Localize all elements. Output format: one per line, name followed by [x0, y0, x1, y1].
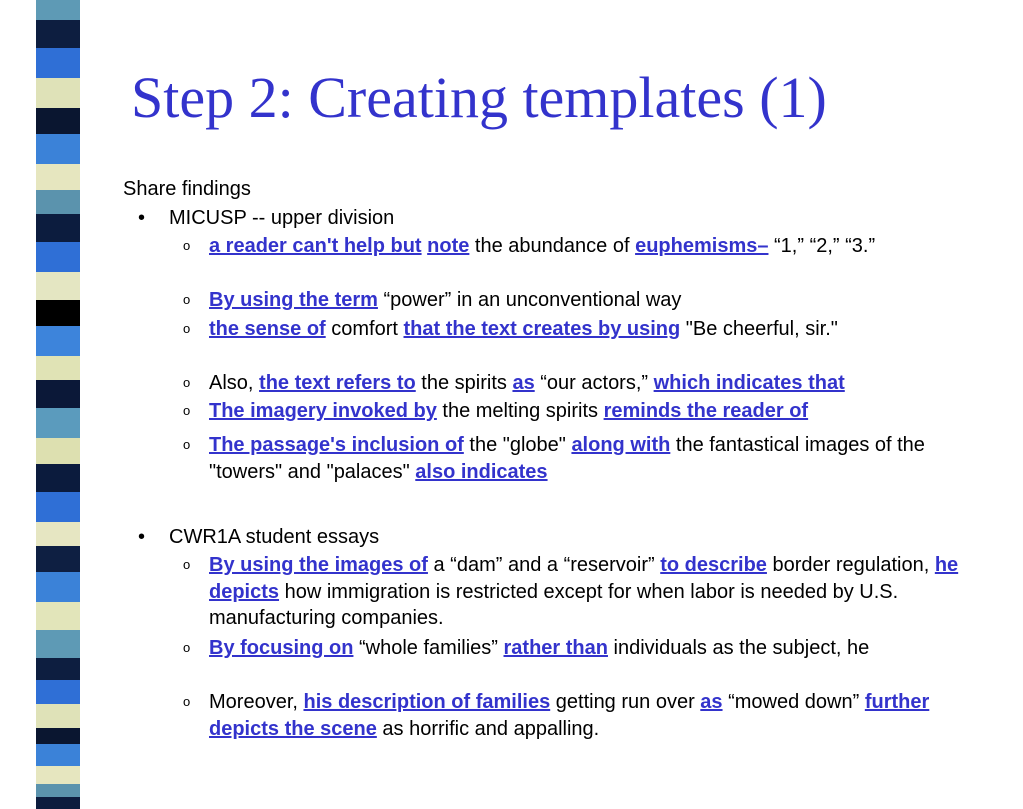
sub-bullet-text: Moreover, his description of families getting run over as “mowed down” further depicts the scene as horrific and appalling.	[209, 691, 930, 740]
stripe-segment	[36, 300, 80, 326]
stripe-segment	[36, 572, 80, 602]
stripe-segment	[36, 492, 80, 522]
stripe-segment	[36, 214, 80, 242]
stripe-segment	[36, 546, 80, 572]
stripe-segment	[36, 108, 80, 134]
stripe-segment	[36, 766, 80, 784]
stripe-segment	[36, 704, 80, 728]
highlighted-phrase-link[interactable]: the text refers to	[259, 372, 416, 394]
stripe-segment	[36, 134, 80, 164]
highlighted-phrase-link[interactable]: further depicts the scene	[209, 691, 930, 740]
sub-bullet-text: The passage's inclusion of the "globe" along with the fantastical images of the "towers" and "palaces" also indicates	[209, 434, 925, 483]
highlighted-phrase-link[interactable]: along with	[571, 434, 671, 456]
stripe-segment	[36, 784, 80, 797]
highlighted-phrase-link[interactable]: the sense of	[209, 318, 326, 340]
highlighted-phrase-link[interactable]: a reader can't help but	[209, 235, 422, 257]
highlighted-phrase-link[interactable]: as	[512, 372, 535, 394]
stripe-segment	[36, 680, 80, 704]
sub-bullet-text: Also, the text refers to the spirits as “our actors,” which indicates that	[209, 372, 845, 394]
bullet-label: CWR1A student essays	[169, 526, 380, 548]
stripe-segment	[36, 272, 80, 300]
circle-bullet-icon: o	[183, 238, 191, 253]
stripe-segment	[36, 78, 80, 108]
stripe-segment	[36, 190, 80, 214]
highlighted-phrase-link[interactable]: note	[427, 235, 470, 257]
stripe-segment	[36, 164, 80, 190]
sub-bullet-text: a reader can't help but note the abundance of euphemisms– “1,” “2,” “3.”	[209, 235, 876, 257]
stripe-segment	[36, 744, 80, 766]
stripe-segment	[36, 438, 80, 464]
highlighted-phrase-link[interactable]: By focusing on	[209, 637, 354, 659]
stripe-segment	[36, 0, 80, 20]
highlighted-phrase-link[interactable]: rather than	[503, 637, 608, 659]
highlighted-phrase-link[interactable]: which indicates that	[653, 372, 845, 394]
stripe-segment	[36, 522, 80, 546]
circle-bullet-icon: o	[183, 437, 191, 452]
circle-bullet-icon: o	[183, 321, 191, 336]
bullet-icon: •	[138, 207, 146, 229]
circle-bullet-icon: o	[183, 694, 191, 709]
stripe-segment	[36, 408, 80, 438]
highlighted-phrase-link[interactable]: The passage's inclusion of	[209, 434, 464, 456]
section-heading: Share findings	[123, 178, 251, 200]
stripe-segment	[36, 48, 80, 78]
highlighted-phrase-link[interactable]: as	[700, 691, 723, 713]
stripe-segment	[36, 20, 80, 48]
highlighted-phrase-link[interactable]: also indicates	[415, 460, 548, 483]
stripe-segment	[36, 326, 80, 356]
circle-bullet-icon: o	[183, 640, 191, 655]
stripe-segment	[36, 380, 80, 408]
highlighted-phrase-link[interactable]: he depicts	[209, 554, 959, 603]
stripe-segment	[36, 602, 80, 630]
circle-bullet-icon: o	[183, 557, 191, 572]
highlighted-phrase-link[interactable]: By using the term	[209, 289, 378, 311]
sub-bullet-text: By using the term “power” in an unconventional way	[209, 289, 682, 311]
highlighted-phrase-link[interactable]: his description of families	[303, 691, 551, 713]
stripe-segment	[36, 658, 80, 680]
highlighted-phrase-link[interactable]: By using the images of	[209, 554, 428, 576]
stripe-segment	[36, 356, 80, 380]
sub-bullet-text: The imagery invoked by the melting spirits reminds the reader of	[209, 400, 809, 422]
circle-bullet-icon: o	[183, 375, 191, 390]
sub-bullet-text: By using the images of a “dam” and a “reservoir” to describe border regulation, he depicts how immigration is restricted except for when labor is needed by U.S. manufacturing companies.	[209, 554, 959, 629]
stripe-segment	[36, 797, 80, 809]
bullet-label: MICUSP -- upper division	[169, 207, 395, 229]
decorative-stripe	[36, 0, 80, 767]
highlighted-phrase-link[interactable]: euphemisms–	[635, 235, 769, 257]
stripe-segment	[36, 464, 80, 492]
highlighted-phrase-link[interactable]: to describe	[660, 554, 767, 576]
sub-bullet-text: the sense of comfort that the text creates by using "Be cheerful, sir."	[209, 318, 838, 340]
stripe-segment	[36, 728, 80, 744]
stripe-segment	[36, 242, 80, 272]
highlighted-phrase-link[interactable]: that the text creates by using	[403, 318, 681, 340]
circle-bullet-icon: o	[183, 292, 191, 307]
highlighted-phrase-link[interactable]: The imagery invoked by	[209, 400, 437, 422]
stripe-segment	[36, 630, 80, 658]
slide-title: Step 2: Creating templates (1)	[131, 65, 827, 130]
bullet-icon: •	[138, 526, 146, 548]
highlighted-phrase-link[interactable]: reminds the reader of	[603, 400, 809, 422]
sub-bullet-text: By focusing on “whole families” rather than individuals as the subject, he	[209, 637, 870, 659]
circle-bullet-icon: o	[183, 403, 191, 418]
